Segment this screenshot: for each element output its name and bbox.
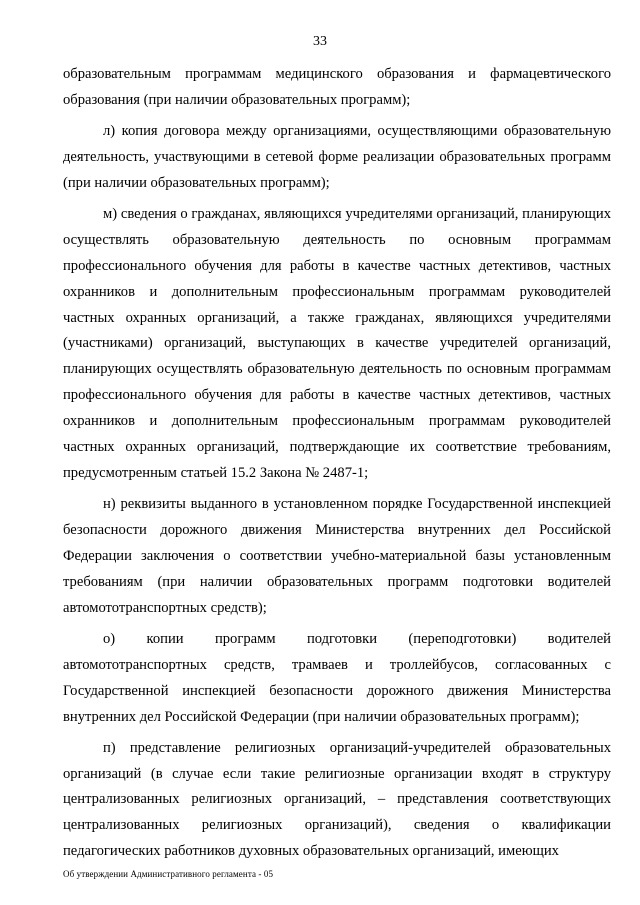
paragraph-continuation: образовательным программам медицинского образования и фармацевтического образования (при наличии образовательных программ); — [63, 66, 611, 108]
paragraph-item-l: л) копия договора между организациями, осуществляющими образовательную деятельность, участвующими в сетевой форме реализации образовательных программ (при наличии образовательных программ); — [63, 123, 611, 191]
document-footer: Об утверждении Административного регламента - 05 — [63, 869, 274, 879]
paragraph-item-m: м) сведения о гражданах, являющихся учредителями организаций, планирующих осуществлять образовательную деятельность по основным программам профессионального обучения для работы в качестве частных детективов, частных охранников и дополнительным профессиональным программам руководителей частных охранных организаций, а также гражданах, являющихся учредителями (участниками) организаций, выступающих в качестве учредителей организаций, планирующих осуществлять образовательную деятельность по основным программам профессионального обучения для работы в качестве частных детективов, частных охранников и дополнительным профессиональным программам руководителей частных охранных организаций, подтверждающие их соответствие требованиям, предусмотренным статьей 15.2 Закона № 2487-1; — [63, 205, 611, 481]
paragraph-item-o: о) копии программ подготовки (переподготовки) водителей автомототранспортных средств, трамваев и троллейбусов, согласованных с Государственной инспекцией безопасности дорожного движения Министерства внутренних дел Российской Федерации (при наличии образовательных программ); — [63, 630, 611, 725]
paragraph-item-p: п) представление религиозных организаций-учредителей образовательных организаций (в случае если такие религиозные организации входят в структуру централизованных религиозных организаций, – представления соответствующих централизованных религиозных организаций), сведения о квалификации педагогических работников духовных образовательных организаций, имеющих — [63, 739, 611, 860]
paragraph-item-n: н) реквизиты выданного в установленном порядке Государственной инспекцией безопасности дорожного движения Министерства внутренних дел Российской Федерации заключения о соответствии учебно-материальной базы установленным требованиям (при наличии образовательных программ подготовки водителей автомототранспортных средств); — [63, 496, 611, 616]
page-number: 33 — [313, 34, 327, 49]
document-body — [63, 62, 611, 865]
